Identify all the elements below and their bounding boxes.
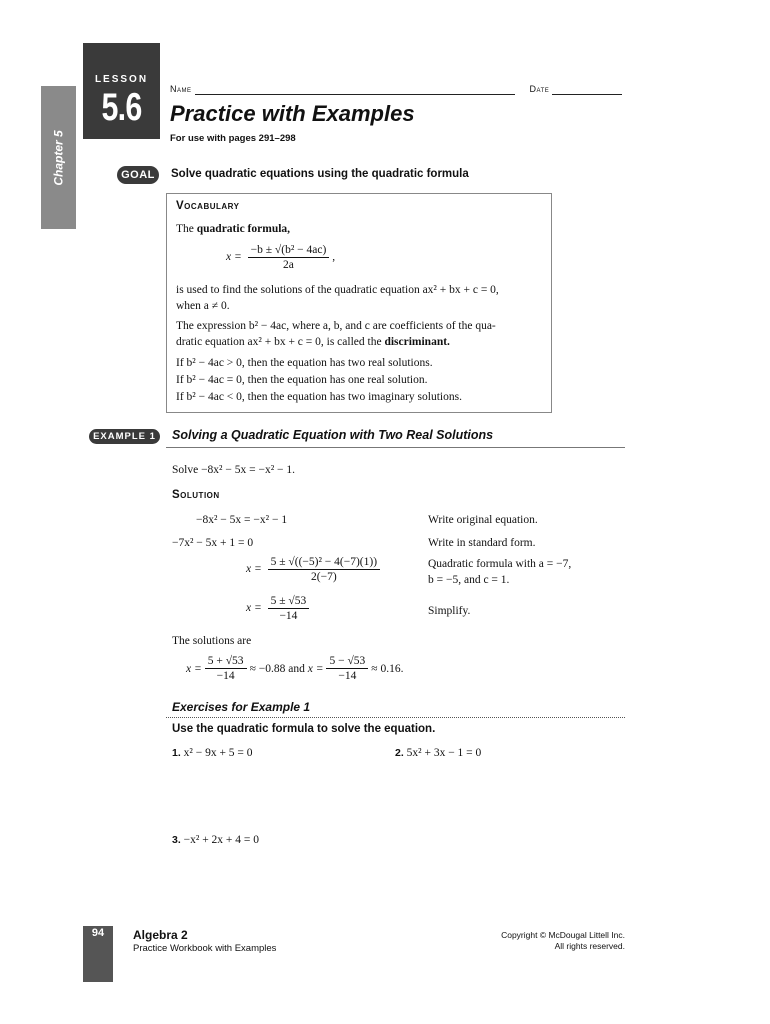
step-4-math (246, 594, 312, 623)
case-zero: If b² − 4ac = 0, then the equation has one real solution. (176, 374, 428, 386)
step-1-note: Write original equation. (428, 514, 538, 526)
lesson-number: 5.6 (101, 86, 142, 129)
solution1-lhs: x = (186, 662, 202, 675)
lesson-label: LESSON (94, 74, 149, 85)
solution1-numerator: 5 + √53 (205, 654, 247, 669)
example-rule (166, 447, 625, 448)
exercise-2-number: 2. (395, 747, 404, 759)
name-date-line (170, 84, 622, 95)
solutions-intro: The solutions are (172, 635, 252, 647)
exercise-2 (395, 745, 481, 761)
exercises-divider (166, 717, 625, 718)
formula-desc-line1: is used to find the solutions of the quadratic equation ax² + bx + c = 0, (176, 284, 499, 296)
example-badge: EXAMPLE 1 (89, 429, 160, 444)
solutions-line (186, 654, 403, 683)
step-2-math: −7x² − 5x + 1 = 0 (172, 537, 254, 549)
copyright-line2: All rights reserved. (554, 941, 625, 951)
page-number: 94 (91, 927, 105, 939)
solution2-fraction (326, 654, 368, 683)
discriminant-definition (176, 318, 496, 350)
step-4-fraction (268, 594, 310, 623)
date-label: Date (529, 84, 550, 94)
chapter-tab-label-wrap (41, 86, 76, 229)
intro-prefix: The (176, 223, 197, 235)
exercises-instruction: Use the quadratic formula to solve the equation. (172, 723, 436, 735)
step-4-note: Simplify. (428, 605, 471, 617)
step-3-fraction (268, 555, 380, 584)
discriminant-cases (176, 355, 462, 406)
page-title: Practice with Examples (170, 101, 415, 126)
goal-text: Solve quadratic equations using the quadratic formula (171, 168, 469, 180)
step-4-lhs: x = (246, 602, 262, 615)
formula-suffix: , (332, 251, 336, 264)
formula-fraction (248, 243, 330, 272)
step-2-note: Write in standard form. (428, 537, 536, 549)
book-subtitle: Practice Workbook with Examples (133, 943, 277, 954)
exercise-1-number: 1. (172, 747, 181, 759)
vocabulary-intro (176, 221, 290, 237)
name-field[interactable] (195, 84, 515, 95)
step-3-math (246, 555, 383, 584)
solutions-joiner: and (288, 662, 305, 675)
example-title: Solving a Quadratic Equation with Two Real Solutions (172, 428, 494, 442)
chapter-label: Chapter 5 (51, 129, 66, 186)
name-label: Name (170, 84, 192, 94)
exercise-1 (172, 745, 253, 761)
copyright-line1: Copyright © McDougal Littell Inc. (501, 930, 625, 940)
discriminant-term: discriminant. (384, 336, 450, 348)
formula-lhs: x = (226, 251, 242, 264)
formula-denominator: 2a (283, 259, 294, 271)
exercise-1-equation: x² − 9x + 5 = 0 (183, 747, 253, 759)
exercise-3 (172, 832, 259, 848)
discriminant-line2: dratic equation ax² + bx + c = 0, is called the discriminant. (176, 336, 450, 348)
formula-desc-line2: when a ≠ 0. (176, 300, 230, 312)
exercise-2-equation: 5x² + 3x − 1 = 0 (406, 747, 482, 759)
step-3-note-line1: Quadratic formula with a = −7, (428, 558, 572, 570)
intro-term: quadratic formula, (196, 223, 291, 235)
quadratic-formula (226, 243, 335, 272)
exercise-3-number: 3. (172, 834, 181, 846)
solution1-approx: ≈ −0.88 (249, 662, 286, 675)
solution2-lhs: x = (307, 662, 324, 675)
step-3-note-line2: b = −5, and c = 1. (428, 574, 510, 586)
step-4-denominator: −14 (279, 610, 298, 622)
solution2-numerator: 5 − √53 (326, 654, 368, 669)
page-subtitle: For use with pages 291–298 (170, 133, 296, 144)
solution1-fraction (205, 654, 247, 683)
case-negative: If b² − 4ac < 0, then the equation has two imaginary solutions. (176, 391, 462, 403)
step-3-lhs: x = (246, 563, 262, 576)
example-problem: Solve −8x² − 5x = −x² − 1. (172, 464, 296, 476)
step-1-math: −8x² − 5x = −x² − 1 (196, 514, 288, 526)
exercises-heading: Exercises for Example 1 (172, 700, 311, 714)
goal-badge: GOAL (117, 166, 159, 184)
date-field[interactable] (552, 84, 622, 95)
step-3-denominator: 2(−7) (311, 571, 337, 583)
solution2-approx: ≈ 0.16. (371, 662, 404, 675)
book-title: Algebra 2 (133, 928, 188, 942)
formula-description (176, 282, 499, 314)
step-3-numerator: 5 ± √((−5)² − 4(−7)(1)) (268, 555, 380, 570)
formula-numerator: −b ± √(b² − 4ac) (248, 243, 330, 258)
exercise-3-equation: −x² + 2x + 4 = 0 (183, 834, 260, 846)
step-4-numerator: 5 ± √53 (268, 594, 310, 609)
discriminant-line1: The expression b² − 4ac, where a, b, and c are coefficients of the qua- (176, 320, 496, 332)
solution-heading: Solution (172, 489, 220, 501)
case-positive: If b² − 4ac > 0, then the equation has two real solutions. (176, 357, 433, 369)
step-3-note (428, 556, 571, 588)
vocabulary-heading: Vocabulary (176, 200, 240, 212)
copyright (470, 930, 625, 952)
solution2-denominator: −14 (338, 670, 357, 682)
solution1-denominator: −14 (216, 670, 235, 682)
